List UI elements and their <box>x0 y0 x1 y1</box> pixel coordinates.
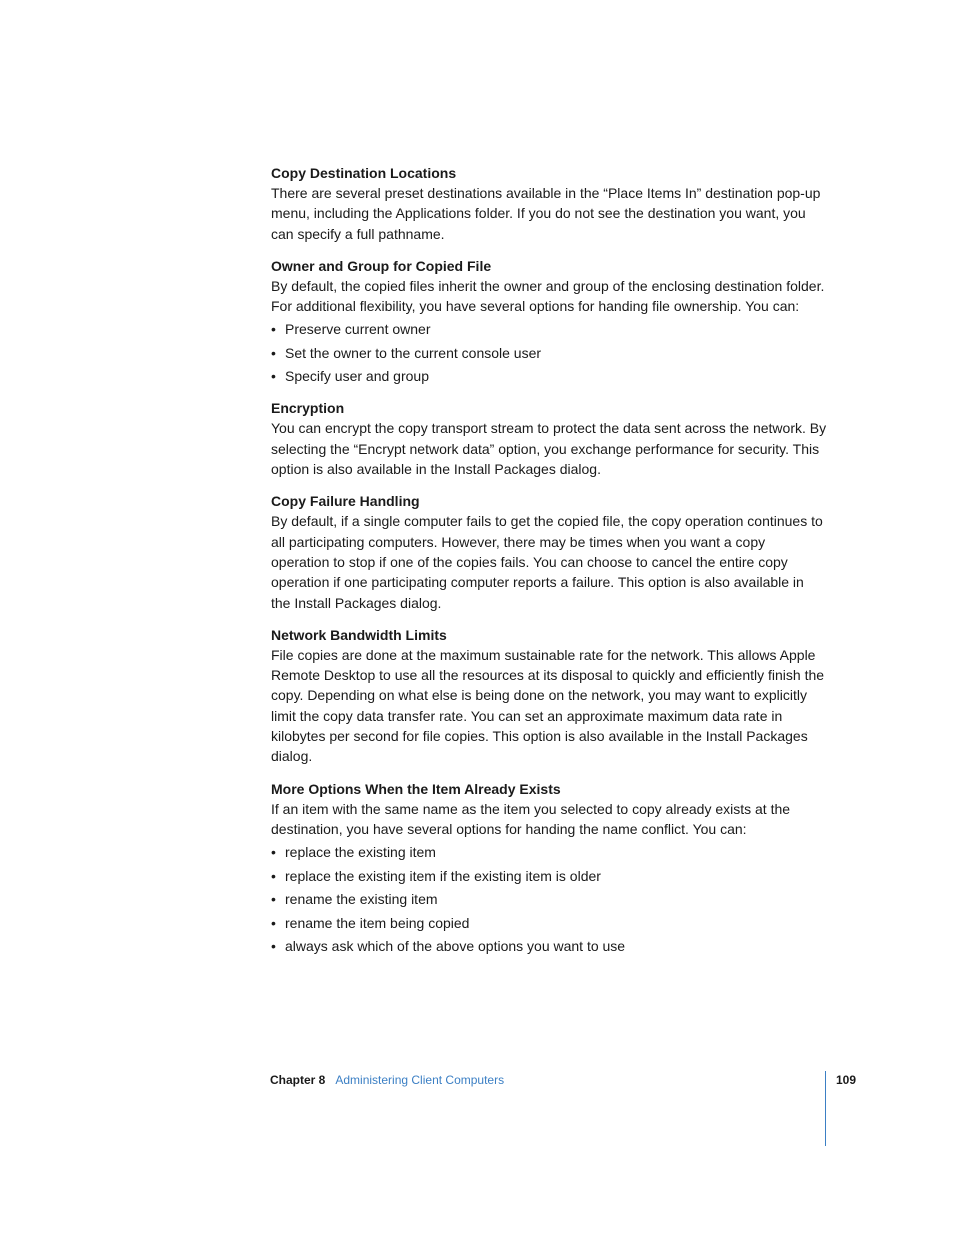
page-content <box>271 163 827 968</box>
section-body: There are several preset destinations available in the “Place Items In” destination pop-up menu, including the Applications folder. If you do not see the destination you want, you can specify a full pathname. <box>271 185 821 242</box>
list-item: • Specify user and group <box>271 368 429 385</box>
section-owner-and-group <box>271 256 827 387</box>
page-number: 109 <box>836 1073 857 1087</box>
section-body: If an item with the same name as the item you selected to copy already exists at the destination, you have several options for handing the name conflict. You can: <box>271 800 791 837</box>
section-heading: Copy Destination Locations <box>271 165 457 181</box>
list-item: • replace the existing item if the existing item is older <box>271 867 601 884</box>
section-heading: Copy Failure Handling <box>271 493 420 510</box>
bullet-icon: • <box>271 844 276 861</box>
list-item: • Set the owner to the current console user <box>271 344 542 361</box>
section-heading: Network Bandwidth Limits <box>271 626 447 643</box>
chapter-title: Administering Client Computers <box>335 1073 505 1087</box>
section-body: By default, the copied files inherit the owner and group of the enclosing destination folder. For additional flexibility, you have several options for handing file ownership. You can: <box>271 277 825 315</box>
bullet-icon: • <box>271 867 276 884</box>
section-body: You can encrypt the copy transport stream to protect the data sent across the network. By selecting the “Encrypt network data” option, you exchange performance for security. This option is also available in the Install Packages dialog. <box>271 420 827 478</box>
bullet-icon: • <box>271 938 276 955</box>
section-encryption <box>271 398 827 479</box>
footer-divider <box>825 1071 826 1146</box>
bullet-list <box>271 319 827 386</box>
list-item: • always ask which of the above options you want to use <box>271 938 626 955</box>
section-body: By default, if a single computer fails to get the copied file, the copy operation continues to all participating computers. However, there may be times when you want a copy operation to stop if one of the copies fails. You can choose to cancel the entire copy operation if one participating computer reports a failure. This option is also available in the Install Packages dialog. <box>271 513 823 611</box>
bullet-icon: • <box>271 344 276 361</box>
section-heading: More Options When the Item Already Exists <box>271 780 561 797</box>
bullet-icon: • <box>271 914 276 931</box>
list-item: • rename the item being copied <box>271 914 470 931</box>
page-footer <box>270 1071 504 1089</box>
section-network-bandwidth-limits <box>271 625 827 767</box>
section-more-options-item-exists <box>271 779 827 957</box>
section-body: File copies are done at the maximum sustainable rate for the network. This allows Apple Remote Desktop to use all the resources at its disposal to quickly and efficiently finish the copy. Depending on what else is being done on the network, you may want to explicitly limit the copy data transfer rate. You can set an approximate maximum data rate in kilobytes per second for file copies. This option is also available in the Install Packages dialog. <box>271 646 825 765</box>
list-item: • replace the existing item <box>271 844 436 861</box>
bullet-icon: • <box>271 321 276 338</box>
list-item: • Preserve current owner <box>271 321 431 338</box>
bullet-list <box>271 842 827 956</box>
section-copy-destination-locations <box>271 163 827 244</box>
bullet-icon: • <box>271 891 276 908</box>
list-item: • rename the existing item <box>271 891 438 908</box>
chapter-label: Chapter 8 <box>270 1073 326 1087</box>
bullet-icon: • <box>271 368 276 385</box>
section-copy-failure-handling <box>271 491 827 612</box>
section-heading: Encryption <box>271 400 345 417</box>
section-heading: Owner and Group for Copied File <box>271 257 492 274</box>
